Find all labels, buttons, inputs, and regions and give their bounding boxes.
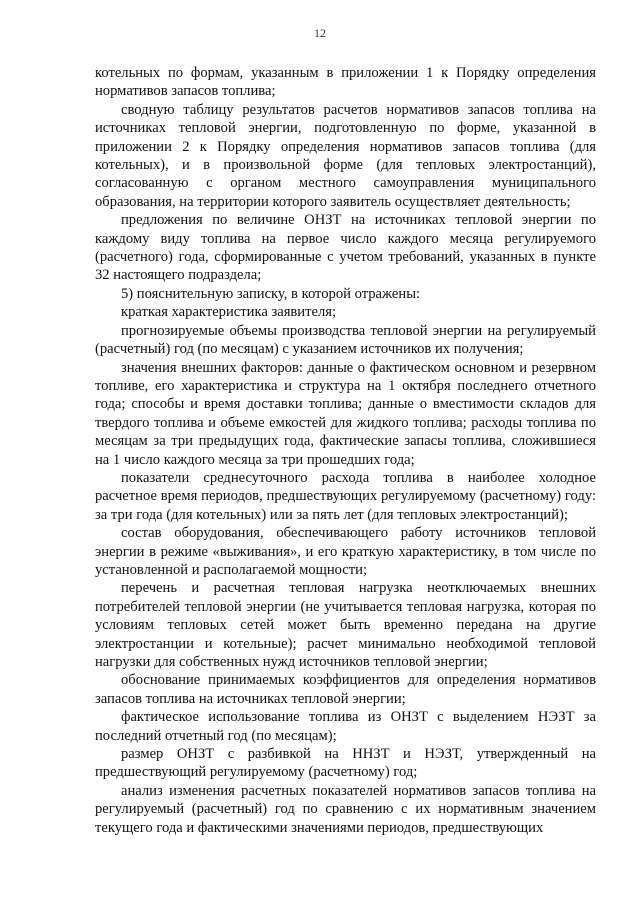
- paragraph: размер ОНЗТ с разбивкой на ННЗТ и НЭЗТ, утвержденный на предшествующий регулируемому (расчетному) год;: [95, 746, 596, 781]
- page-number: 12: [314, 26, 326, 40]
- paragraph: обоснование принимаемых коэффициентов для определения нормативов запасов топлива на источниках тепловой энергии;: [95, 672, 596, 707]
- paragraph: предложения по величине ОНЗТ на источниках тепловой энергии по каждому виду топлива на первое число каждого месяца регулируемого (расчетного) года, сформированные с учетом требований, указанных в пункте 32 настоящего подраздела;: [95, 212, 596, 284]
- paragraph-continuation: котельных по формам, указанным в приложении 1 к Порядку определения нормативов запасов топлива;: [95, 65, 596, 100]
- paragraph: прогнозируемые объемы производства тепловой энергии на регулируемый (расчетный) год (по месяцам) с указанием источников их получения;: [95, 322, 596, 358]
- paragraph: сводную таблицу результатов расчетов нормативов запасов топлива на источниках тепловой энергии, подготовленную по форме, указанной в приложении 2 к Порядку определения нормативов запасов топлива (для котельных), и в произвольной форме (для тепловых электростанций), согласованную с органом местного самоуправления муниципального образования, на территории которого заявитель осуществляет деятельность;: [95, 101, 596, 210]
- paragraph: перечень и расчетная тепловая нагрузка неотключаемых внешних потребителей тепловой энергии (не учитывается тепловая нагрузка, которая по условиям тепловых сетей может быть временно передана на другие электростанции и котельные); расчет минимально необходимой тепловой нагрузки для собственных нужд источников тепловой энергии;: [95, 580, 596, 670]
- paragraph: краткая характеристика заявителя;: [121, 304, 337, 321]
- paragraph: состав оборудования, обеспечивающего работу источников тепловой энергии в режиме «выживания», и его краткую характеристику, в том числе по установленной и располагаемой мощности;: [95, 525, 596, 578]
- paragraph: показатели среднесуточного расхода топлива в наиболее холодное расчетное время периодов, предшествующих регулируемому (расчетному) году: за три года (для котельных) или за пять лет (для тепловых электростанций);: [95, 469, 596, 523]
- paragraph: 5) пояснительную записку, в которой отражены:: [121, 285, 421, 302]
- paragraph: фактическое использование топлива из ОНЗТ с выделением НЭЗТ за последний отчетный год (по месяцам);: [95, 709, 596, 744]
- document-body: [95, 64, 596, 837]
- paragraph: анализ изменения расчетных показателей нормативов запасов топлива на регулируемый (расчетный) год по сравнению с их нормативным значением текущего года и фактическими значениями периодов, предшествующих: [95, 782, 596, 836]
- paragraph: значения внешних факторов: данные о фактическом основном и резервном топливе, его характеристика и структура на 1 октября последнего отчетного года; способы и время доставки топлива; данные о вместимости складов для твердого топлива и объеме емкостей для жидкого топлива; расходы топлива по месяцам за три предыдущих года, фактические запасы топлива, сложившиеся на 1 число каждого месяца за три прошедших года;: [95, 359, 596, 468]
